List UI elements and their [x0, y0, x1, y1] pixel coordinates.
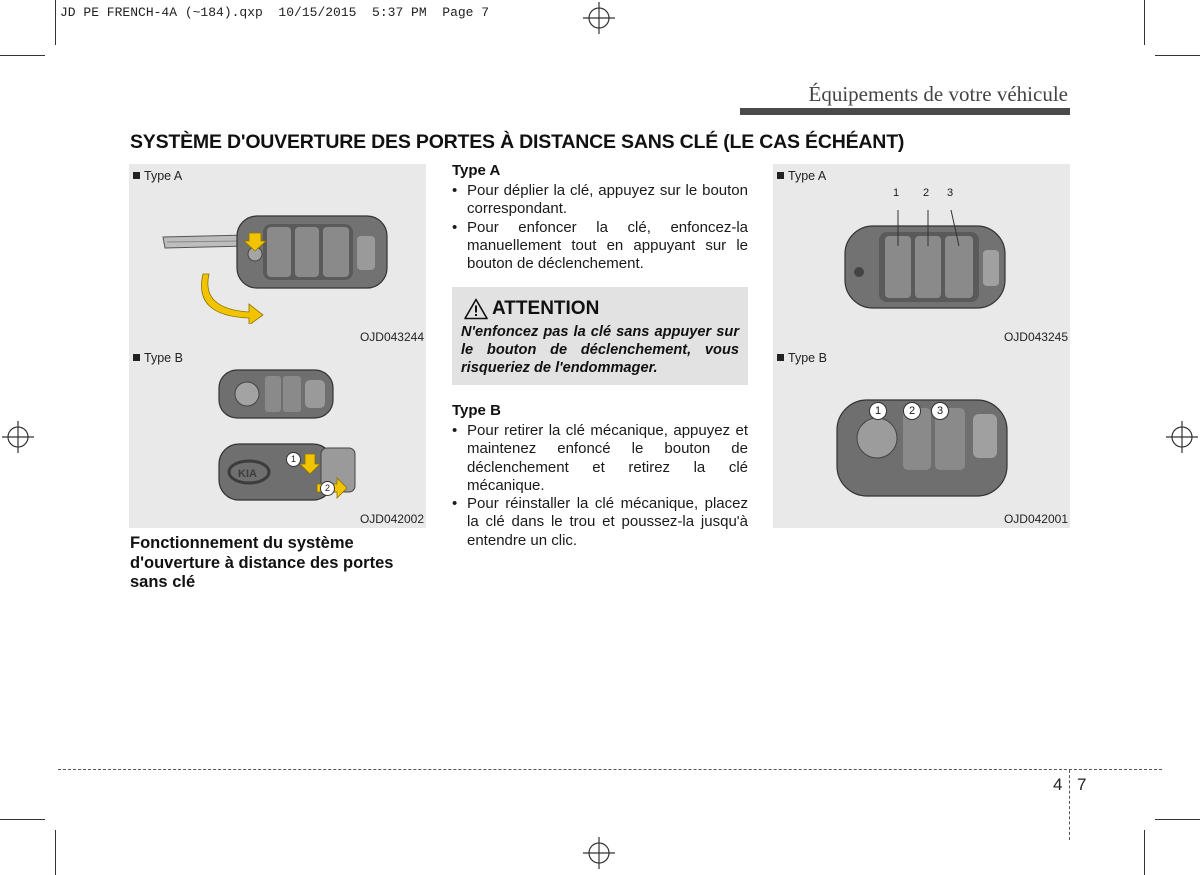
flip-key-illustration	[159, 204, 399, 324]
svg-text:KIA: KIA	[238, 468, 257, 480]
figure-tag	[133, 169, 182, 183]
figure-tag-label: Type B	[788, 351, 827, 365]
callout-1: 1	[286, 452, 301, 467]
crop-mark	[55, 0, 56, 45]
figure-code: OJD042002	[359, 512, 424, 526]
crop-mark	[1144, 830, 1145, 875]
figure-code: OJD043245	[1003, 330, 1068, 344]
list-item: • Pour réinstaller la clé mécanique, placez la clé dans le trou et poussez-la jusqu'à entendre un clic.	[452, 495, 748, 550]
figure-tag-label: Type A	[788, 169, 827, 183]
crop-mark	[1155, 55, 1200, 56]
attention-box	[452, 287, 748, 385]
main-heading: SYSTÈME D'OUVERTURE DES PORTES À DISTANCE SANS CLÉ (LE CAS ÉCHÉANT)	[130, 131, 905, 153]
callout-1: 1	[869, 402, 887, 420]
section-title: Équipements de votre véhicule	[808, 82, 1068, 106]
list-item: • Pour déplier la clé, appuyez sur le bouton correspondant.	[452, 182, 748, 219]
flip-key-buttons-illustration	[841, 202, 1011, 312]
figure-left-type-b	[129, 346, 426, 528]
crop-mark	[1144, 0, 1145, 45]
figure-left-type-a	[129, 164, 426, 346]
crop-mark	[0, 55, 45, 56]
smart-key-back-illustration	[217, 438, 367, 506]
crop-mark	[0, 819, 45, 820]
chapter-number: 4	[1053, 775, 1063, 794]
warning-triangle-icon	[464, 298, 488, 320]
figure-tag	[777, 351, 827, 365]
figure-tag	[777, 169, 826, 183]
page-number: 7	[1077, 775, 1087, 794]
list-item: • Pour retirer la clé mécanique, appuyez et maintenez enfoncé le bouton de déclenchement et retirez la clé mécanique.	[452, 422, 748, 495]
callout-3: 3	[931, 402, 949, 420]
print-slug: JD PE FRENCH-4A (~184).qxp 10/15/2015 5:37 PM Page 7	[60, 5, 490, 20]
page-number-divider	[1069, 770, 1070, 840]
callout-2: 2	[923, 187, 930, 199]
registration-mark	[583, 837, 615, 869]
registration-mark	[2, 421, 34, 453]
type-a-heading: Type A	[452, 162, 501, 179]
type-a-list	[452, 182, 748, 273]
figure-right-type-b	[773, 346, 1070, 528]
list-item: • Pour enfoncer la clé, enfoncez-la manuellement tout en appuyant sur le bouton de déclenchement.	[452, 219, 748, 274]
figure-right-type-a	[773, 164, 1070, 346]
header-rule	[740, 108, 1070, 115]
type-b-heading: Type B	[452, 402, 501, 419]
crop-mark	[1155, 819, 1200, 820]
left-column-heading: Fonctionnement du système d'ouverture à distance des portes sans clé	[130, 534, 394, 591]
type-b-list	[452, 422, 748, 550]
figure-tag-label: Type B	[144, 351, 183, 365]
crop-mark	[55, 830, 56, 875]
registration-mark	[1166, 421, 1198, 453]
callout-2: 2	[903, 402, 921, 420]
figure-code: OJD042001	[1003, 512, 1068, 526]
attention-title: ATTENTION	[492, 298, 600, 319]
figure-tag	[133, 351, 183, 365]
callout-1: 1	[893, 187, 900, 199]
callout-2: 2	[320, 481, 335, 496]
attention-body: N'enfoncez pas la clé sans appuyer sur le bouton de déclenchement, vous risqueriez de l'endommager.	[461, 324, 739, 376]
smart-key-buttons-illustration	[833, 394, 1013, 504]
figure-code: OJD043244	[359, 330, 424, 344]
figure-tag-label: Type A	[144, 169, 183, 183]
footer-rule	[58, 769, 1162, 770]
smart-key-top-illustration	[217, 366, 337, 422]
callout-3: 3	[947, 187, 954, 199]
registration-mark	[583, 2, 615, 34]
